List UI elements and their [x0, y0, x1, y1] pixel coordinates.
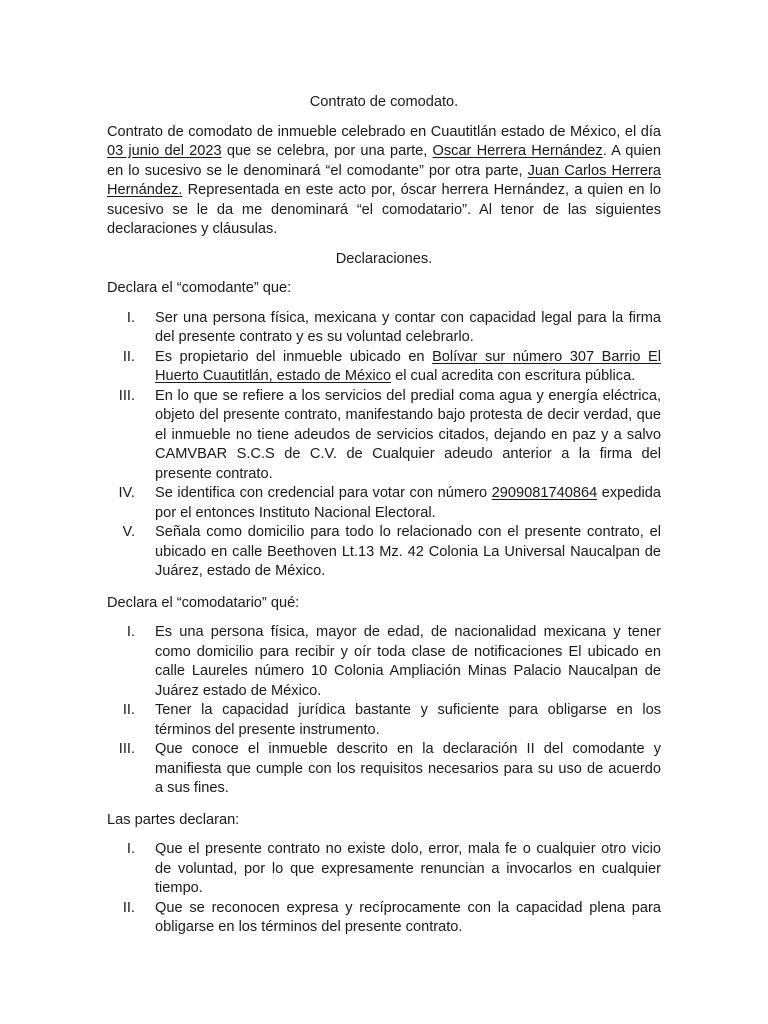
list-item — [107, 348, 661, 387]
list-item — [107, 309, 661, 348]
comodatario-name: Juan Carlos Herrera Hernández. — [107, 162, 661, 198]
item-text: En lo que se refiere a los servicios del predial coma agua y energía eléctrica, objeto del presente contrato, manifestando bajo protesta de decir verdad, que el inmueble no tiene adeudos de servicios citados, dejando en paz y a salvo CAMVBAR S.C.S de C.V. de Cualquier adeudo anterior a la firma del presente contrato. — [155, 387, 661, 482]
item-number: I. — [126, 309, 135, 326]
item-number: III. — [118, 387, 135, 404]
item-number: I. — [126, 624, 135, 640]
comodante-declarations-list — [107, 309, 661, 582]
declaraciones-heading: Declaraciones. — [335, 250, 433, 267]
item-number: III. — [118, 741, 135, 757]
item-text: Que se reconocen expresa y recíprocamente con la capacidad plena para obligarse en los términos del presente contrato. — [155, 899, 661, 935]
item-text: Que conoce el inmueble descrito en la declaración II del comodante y manifiesta que cumple con los requisitos necesarios para su uso de acuerdo a sus fines. — [155, 741, 661, 796]
item-number: IV. — [118, 485, 135, 501]
item-text: el cual acredita con escritura pública. — [391, 368, 636, 384]
list-item — [107, 701, 661, 740]
list-item — [107, 484, 661, 523]
comodante-lead: Declara el “comodante” que: — [107, 280, 292, 296]
item-text: Es una persona física, mayor de edad, de nacionalidad mexicana y tener como domicilio para recibir y oír toda clase de notificaciones El ubicado en calle Laureles número 10 Colonia Ampliación Minas Palacio Naucalpan de Juárez estado de México. — [155, 624, 661, 699]
item-text: Es propietario del inmueble ubicado en — [155, 348, 433, 365]
contract-body — [107, 93, 661, 950]
item-text: Señala como domicilio para todo lo relacionado con el presente contrato, el ubicado en calle Beethoven Lt.13 Mz. 42 Colonia La Universal Naucalpan de Juárez, estado de México. — [155, 524, 661, 579]
contract-date: 03 junio del 2023 — [107, 143, 222, 159]
item-number: I. — [126, 841, 135, 857]
comodatario-lead: Declara el “comodatario” qué: — [107, 594, 300, 611]
item-number: V. — [122, 524, 135, 540]
intro-paragraph — [107, 123, 661, 240]
partes-declarations-list — [107, 840, 661, 938]
list-item — [107, 523, 661, 582]
list-item — [107, 899, 661, 938]
intro-text-4: Representada en este acto por, óscar herrera Hernández, a quien en lo sucesivo se le da me denominará “el comodatario”. Al tenor de las siguientes declaraciones y cláusulas. — [107, 182, 661, 237]
item-number: II. — [122, 348, 135, 365]
item-text: expedida por el entonces Instituto Nacional Electoral. — [155, 485, 661, 521]
list-item — [107, 840, 661, 899]
item-text: Se identifica con credencial para votar con número — [155, 485, 492, 501]
intro-text-2: que se celebra, por una parte, — [221, 143, 433, 159]
item-number: II. — [122, 702, 135, 718]
list-item — [107, 387, 661, 485]
list-item — [107, 623, 661, 701]
item-text: Ser una persona física, mexicana y contar con capacidad legal para la firma del presente contrato y es su voluntad celebrarlo. — [155, 309, 661, 345]
comodatario-declarations-list — [107, 623, 661, 799]
voter-id-number: 2909081740864 — [491, 485, 598, 501]
partes-lead: Las partes declaran: — [107, 811, 240, 828]
property-address: Bolívar sur número 307 Barrio El Huerto Cuautitlán, estado de México — [155, 348, 662, 384]
item-text: Que el presente contrato no existe dolo, error, mala fe o cualquier otro vicio de voluntad, por lo que expresamente renuncian a invocarlos en cualquier tiempo. — [155, 841, 661, 896]
intro-text-3: . A quien en lo sucesivo se le denominará “el comodante” por otra parte, — [107, 143, 661, 179]
document-title: Contrato de comodato. — [309, 94, 459, 110]
intro-text-1: Contrato de comodato de inmueble celebrado en Cuautitlán estado de México, el día — [107, 123, 661, 140]
list-item — [107, 740, 661, 799]
item-text: Tener la capacidad jurídica bastante y suficiente para obligarse en los términos del presente instrumento. — [155, 702, 661, 738]
comodante-name: Oscar Herrera Hernández — [432, 143, 603, 159]
item-number: II. — [122, 899, 135, 916]
